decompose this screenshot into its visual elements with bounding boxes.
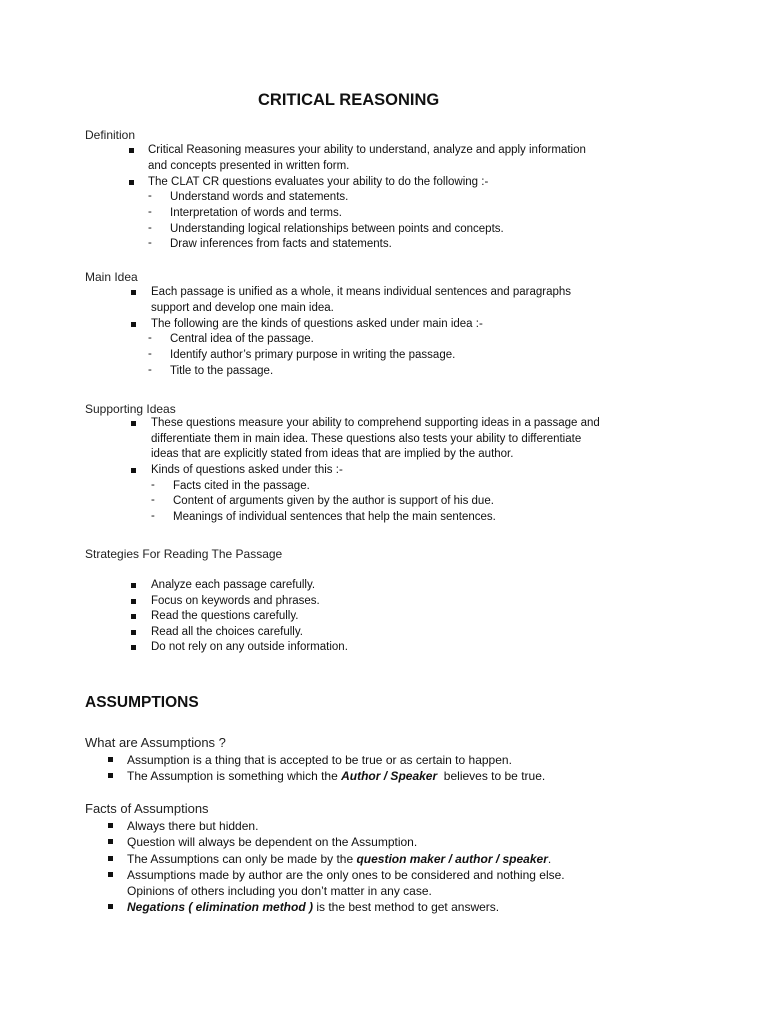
fact-5-emphasis: Negations ( elimination method ): [127, 900, 314, 914]
bullet-marker: [131, 614, 136, 619]
main-idea-bullet-1-line-1: Each passage is unified as a whole, it means individual sentences and paragraphs: [151, 286, 572, 298]
definition-dash-1: Understand words and statements.: [170, 191, 349, 203]
fact-3-emphasis: question maker / author / speaker: [356, 852, 548, 866]
definition-dash-3: Understanding logical relationships between points and concepts.: [170, 223, 504, 235]
supporting-bullet-2: Kinds of questions asked under this :-: [151, 464, 343, 476]
strategy-item-2: Focus on keywords and phrases.: [151, 595, 320, 607]
strategy-item-3: Read the questions carefully.: [151, 610, 299, 622]
supporting-dash-1: Facts cited in the passage.: [173, 480, 310, 492]
bullet-marker: [131, 645, 136, 650]
definition-dash-4: Draw inferences from facts and statements.: [170, 238, 392, 250]
what-bullet-2-emphasis: Author / Speaker: [341, 769, 438, 783]
dash-marker: -: [151, 494, 155, 506]
fact-2: Question will always be dependent on the Assumption.: [127, 835, 418, 849]
bullet-marker: [108, 856, 113, 861]
strategy-item-5: Do not rely on any outside information.: [151, 641, 348, 653]
strategies-heading: Strategies For Reading The Passage: [85, 547, 283, 561]
main-idea-dash-1: Central idea of the passage.: [170, 333, 314, 345]
main-idea-dash-2: Identify author’s primary purpose in writing the passage.: [170, 349, 456, 361]
bullet-marker: [108, 904, 113, 909]
bullet-marker: [108, 872, 113, 877]
fact-1: Always there but hidden.: [127, 819, 259, 833]
page-title: CRITICAL REASONING: [258, 91, 440, 109]
dash-marker: -: [151, 479, 155, 491]
fact-5: [127, 899, 499, 915]
what-bullet-2-text-end: believes to be true.: [437, 769, 546, 783]
dash-marker: -: [148, 190, 152, 202]
supporting-bullet-1-line-3: ideas that are explicitly stated from ideas that are implied by the author.: [151, 448, 514, 460]
bullet-marker: [131, 583, 136, 588]
what-are-assumptions-heading: What are Assumptions ?: [85, 735, 226, 750]
supporting-dash-2: Content of arguments given by the author is support of his due.: [173, 495, 494, 507]
main-idea-dash-3: Title to the passage.: [170, 365, 274, 377]
fact-3: [127, 851, 551, 867]
bullet-marker: [108, 773, 113, 778]
main-idea-bullet-2: The following are the kinds of questions asked under main idea :-: [151, 318, 483, 330]
bullet-marker: [131, 599, 136, 604]
bullet-marker: [129, 180, 134, 185]
supporting-bullet-1-line-2: differentiate them in main idea. These questions also tests your ability to differentiate: [151, 433, 582, 445]
bullet-marker: [131, 421, 136, 426]
dash-marker: -: [148, 364, 152, 376]
fact-3-text-start: The Assumptions can only be made by the: [127, 852, 357, 866]
dash-marker: -: [148, 237, 152, 249]
definition-dash-2: Interpretation of words and terms.: [170, 207, 342, 219]
facts-of-assumptions-heading: Facts of Assumptions: [85, 801, 209, 816]
fact-4-line-1: Assumptions made by author are the only ones to be considered and nothing else.: [127, 868, 565, 882]
bullet-marker: [108, 823, 113, 828]
what-bullet-2-text-start: The Assumption is something which the: [127, 769, 342, 783]
bullet-marker: [131, 468, 136, 473]
fact-5-text-end: is the best method to get answers.: [313, 900, 500, 914]
dash-marker: -: [148, 206, 152, 218]
dash-marker: -: [148, 348, 152, 360]
bullet-marker: [131, 322, 136, 327]
fact-3-text-end: .: [547, 852, 552, 866]
bullet-marker: [108, 839, 113, 844]
supporting-bullet-1-line-1: These questions measure your ability to comprehend supporting ideas in a passage and: [151, 417, 600, 429]
definition-bullet-1-line-1: Critical Reasoning measures your ability to understand, analyze and apply information: [148, 144, 586, 156]
bullet-marker: [131, 630, 136, 635]
definition-bullet-1-line-2: and concepts presented in written form.: [148, 160, 350, 172]
dash-marker: -: [148, 332, 152, 344]
fact-4-line-2: Opinions of others including you don’t matter in any case.: [127, 884, 432, 898]
bullet-marker: [129, 148, 134, 153]
bullet-marker: [131, 290, 136, 295]
strategy-item-1: Analyze each passage carefully.: [151, 579, 316, 591]
what-bullet-2: [127, 768, 545, 784]
assumptions-heading: ASSUMPTIONS: [85, 694, 199, 711]
supporting-dash-3: Meanings of individual sentences that help the main sentences.: [173, 511, 496, 523]
definition-heading: Definition: [85, 128, 136, 142]
strategy-item-4: Read all the choices carefully.: [151, 626, 303, 638]
main-idea-bullet-1-line-2: support and develop one main idea.: [151, 302, 334, 314]
dash-marker: -: [148, 222, 152, 234]
bullet-marker: [108, 757, 113, 762]
definition-bullet-2: The CLAT CR questions evaluates your ability to do the following :-: [148, 176, 489, 188]
what-bullet-1: Assumption is a thing that is accepted to be true or as certain to happen.: [127, 753, 512, 767]
main-idea-heading: Main Idea: [85, 270, 138, 284]
supporting-ideas-heading: Supporting Ideas: [85, 402, 176, 416]
dash-marker: -: [151, 510, 155, 522]
